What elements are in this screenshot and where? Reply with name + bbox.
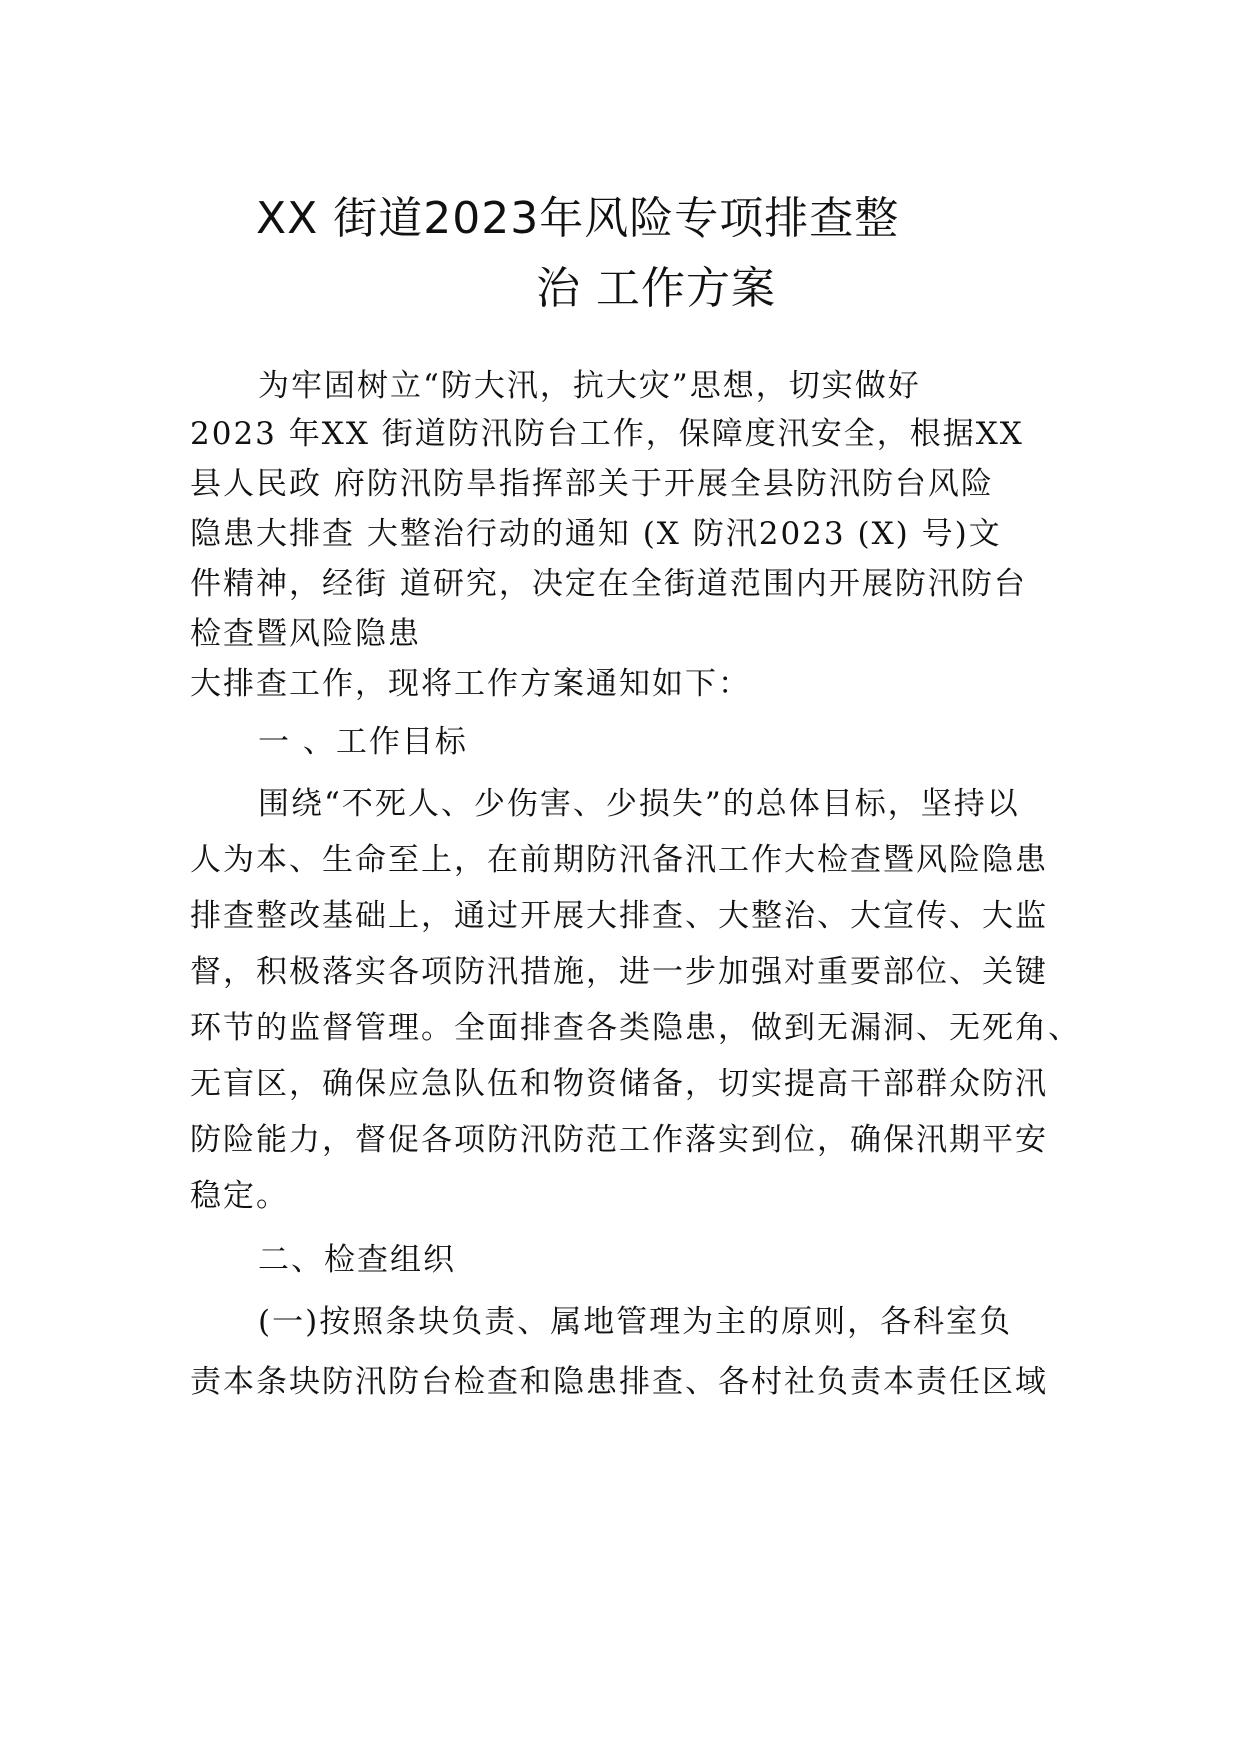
intro-line: 隐患大排查 大整治行动的通知 (X 防汛2023 (X) 号)文 [190,516,1002,552]
section2-line: (一)按照条块负责、属地管理为主的原则，各科室负 [258,1304,1013,1340]
section1-line: 稳定。 [190,1178,289,1214]
section1-line: 围绕“不死人、少伤害、少损失”的总体目标，坚持以 [258,786,1020,822]
intro-line: 2023 年XX 街道防汛防台工作，保障度汛安全，根据XX [190,416,1024,452]
section1-line: 排查整改基础上，通过开展大排查、大整治、大宣传、大监 [190,898,1048,934]
section2-line: 责本条块防汛防台检查和隐患排查、各村社负责本责任区域 [190,1364,1048,1400]
intro-line: 检查暨风险隐患 [190,616,421,652]
intro-line: 件精神，经街 道研究，决定在全街道范围内开展防汛防台 [190,566,1027,602]
section1-line: 防险能力，督促各项防汛防范工作落实到位，确保汛期平安 [190,1122,1048,1158]
section1-line: 人为本、生命至上，在前期防汛备汛工作大检查暨风险隐患 [190,842,1048,878]
section-heading: 一 、工作目标 [258,724,468,760]
section1-line: 环节的监督管理。全面排查各类隐患，做到无漏洞、无死角、 [190,1010,1081,1046]
section1-line: 督，积极落实各项防汛措施，进一步加强对重要部位、关键 [190,954,1048,990]
document-title-line1: XX 街道2023年风险专项排查整 [256,193,900,244]
section1-line: 无盲区，确保应急队伍和物资储备，切实提高干部群众防汛 [190,1066,1048,1102]
section-heading: 二、检查组织 [258,1242,456,1278]
intro-line: 县人民政 府防汛防旱指挥部关于开展全县防汛防台风险 [190,466,994,502]
intro-line: 为牢固树立“防大汛，抗大灾”思想，切实做好 [258,368,921,404]
document-title-line2: 治 工作方案 [536,263,776,314]
intro-line: 大排查工作，现将工作方案通知如下： [190,666,751,702]
